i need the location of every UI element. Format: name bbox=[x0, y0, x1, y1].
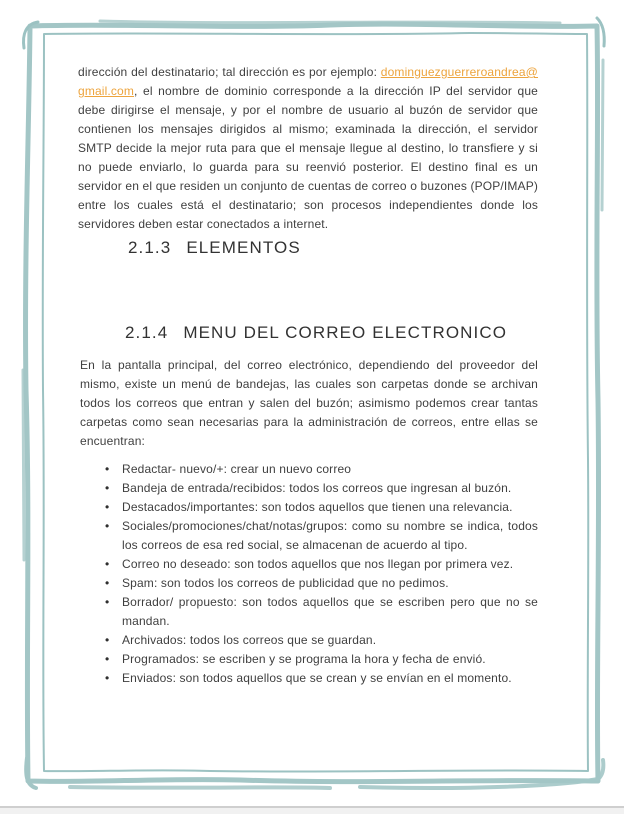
paragraph-destinatario bbox=[78, 63, 538, 234]
border-accent bbox=[100, 21, 560, 23]
heading-number: 2.1.3 bbox=[128, 238, 172, 257]
document-body bbox=[78, 63, 538, 688]
heading-number: 2.1.4 bbox=[125, 323, 169, 342]
list-item: • Destacados/importantes: son todos aquellos que tienen una relevancia. bbox=[122, 498, 538, 517]
heading-2-1-3 bbox=[128, 237, 538, 259]
heading-title: MENU DEL CORREO ELECTRONICO bbox=[183, 323, 508, 342]
list-item: • Bandeja de entrada/recibidos: todos los correos que ingresan al buzón. bbox=[122, 479, 538, 498]
heading-title: ELEMENTOS bbox=[186, 238, 301, 257]
border-accent bbox=[360, 760, 603, 788]
list-item: • Programados: se escriben y se programa la hora y fecha de envió. bbox=[122, 650, 538, 669]
email-link[interactable]: dominguezguerreroandrea@gmail.com bbox=[78, 65, 538, 98]
list-item: • Correo no deseado: son todos aquellos que nos llegan por primera vez. bbox=[122, 555, 538, 574]
list-item: • Archivados: todos los correos que se guardan. bbox=[122, 631, 538, 650]
border-accent bbox=[23, 370, 24, 560]
list-item: • Spam: son todos los correos de publicidad que no pedimos. bbox=[122, 574, 538, 593]
paragraph-text-after-link: , el nombre de dominio corresponde a la dirección IP del servidor que debe dirigirse el mensaje, y por el nombre de usuario al buzón de servidor que contienen los mensajes dirigidos al mismo; examinada la dirección, el servidor SMTP decide la mejor ruta para que el mensaje llegue al destino, lo transfiere y si no puede enviarlo, lo guarda para su reenvió posterior. El destino final es un servidor en el que residen un conjunto de cuentas de correo o buzones (POP/IMAP) entre los cuales está el destinatario; son procesos independientes donde los servidores deben estar conectados a internet. bbox=[78, 84, 538, 231]
paragraph-text-before-link: dirección del destinatario; tal dirección es por ejemplo: bbox=[78, 65, 381, 79]
mail-folders-list bbox=[78, 460, 538, 688]
list-item: • Sociales/promociones/chat/notas/grupos: como su nombre se indica, todos los correos de esa red social, se almacenan de acuerdo al tipo. bbox=[122, 517, 538, 555]
page-break-gap bbox=[0, 806, 624, 814]
border-accent bbox=[70, 787, 330, 788]
list-item: • Enviados: son todos aquellos que se crean y se envían en el momento. bbox=[122, 669, 538, 688]
border-accent bbox=[602, 60, 603, 210]
paragraph-menu-intro: En la pantalla principal, del correo electrónico, dependiendo del proveedor del mismo, existe un menú de bandejas, las cuales son carpetas donde se archivan todos los correos que entran y salen del buzón; asimismo podemos crear tantas carpetas como sean necesarias para la administración de correos, entre ellas se encuentran: bbox=[80, 358, 538, 448]
border-accent bbox=[24, 22, 38, 48]
border-accent bbox=[597, 18, 604, 46]
heading-2-1-4 bbox=[125, 322, 538, 344]
list-item: • Redactar- nuevo/+: crear un nuevo correo bbox=[122, 460, 538, 479]
border-accent bbox=[26, 758, 36, 788]
list-item: • Borrador/ propuesto: son todos aquellos que se escriben pero que no se mandan. bbox=[122, 593, 538, 631]
